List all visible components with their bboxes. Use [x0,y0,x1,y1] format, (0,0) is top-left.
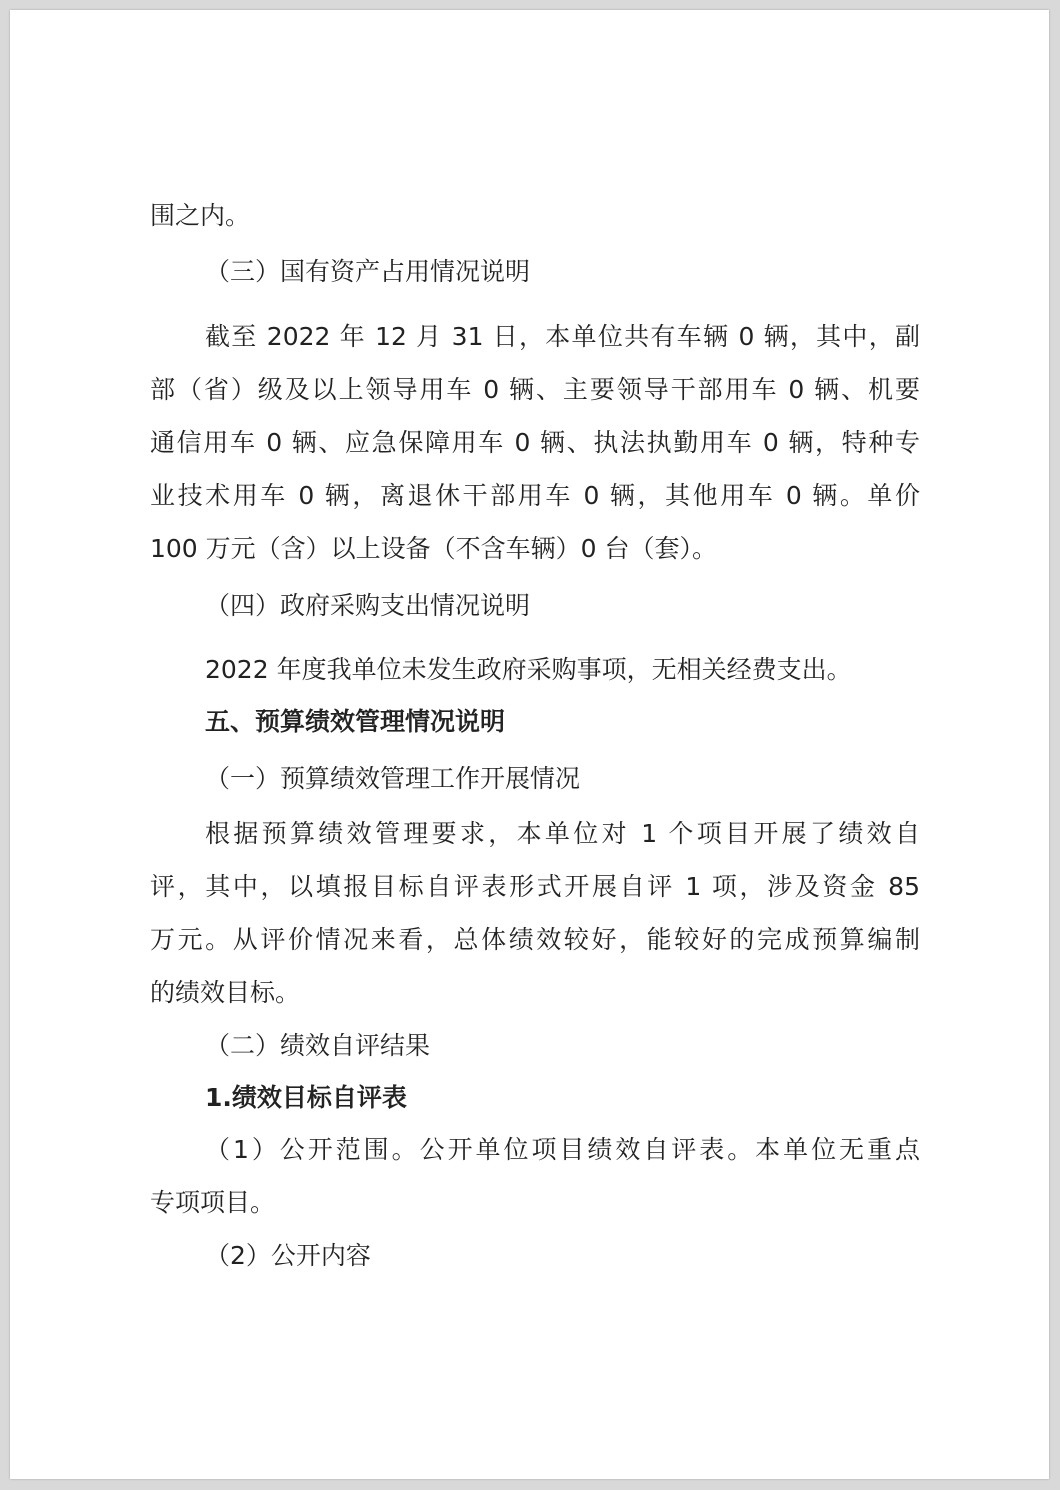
text-line: （2）公开内容 [205,1241,371,1270]
text-line: 万元。从评价情况来看，总体绩效较好，能较好的完成预算编制 [150,925,920,954]
text-line: 根据预算绩效管理要求，本单位对 1 个项目开展了绩效自 [205,819,920,848]
subsection-heading: 1.绩效目标自评表 [205,1083,407,1112]
text-line: 2022 年度我单位未发生政府采购事项，无相关经费支出。 [205,655,852,684]
section-heading: （一）预算绩效管理工作开展情况 [205,764,581,793]
section-heading: （三）国有资产占用情况说明 [205,257,531,286]
chapter-heading: 五、预算绩效管理情况说明 [205,707,506,736]
text-line: 围之内。 [150,201,251,230]
section-heading: （四）政府采购支出情况说明 [205,591,531,620]
text-line: 业技术用车 0 辆，离退休干部用车 0 辆，其他用车 0 辆。单价 [150,481,920,510]
text-line: （1）公开范围。公开单位项目绩效自评表。本单位无重点 [205,1135,920,1164]
text-line: 100 万元（含）以上设备（不含车辆）0 台（套）。 [150,534,718,563]
text-line: 专项项目。 [150,1188,276,1217]
document-page [10,10,1049,1479]
text-line: 部（省）级及以上领导用车 0 辆、主要领导干部用车 0 辆、机要 [150,375,920,404]
section-heading: （二）绩效自评结果 [205,1031,431,1060]
text-line: 的绩效目标。 [150,978,301,1007]
text-line: 评，其中，以填报目标自评表形式开展自评 1 项，涉及资金 85 [150,872,920,901]
text-line: 截至 2022 年 12 月 31 日，本单位共有车辆 0 辆，其中，副 [205,322,920,351]
text-line: 通信用车 0 辆、应急保障用车 0 辆、执法执勤用车 0 辆，特种专 [150,428,920,457]
